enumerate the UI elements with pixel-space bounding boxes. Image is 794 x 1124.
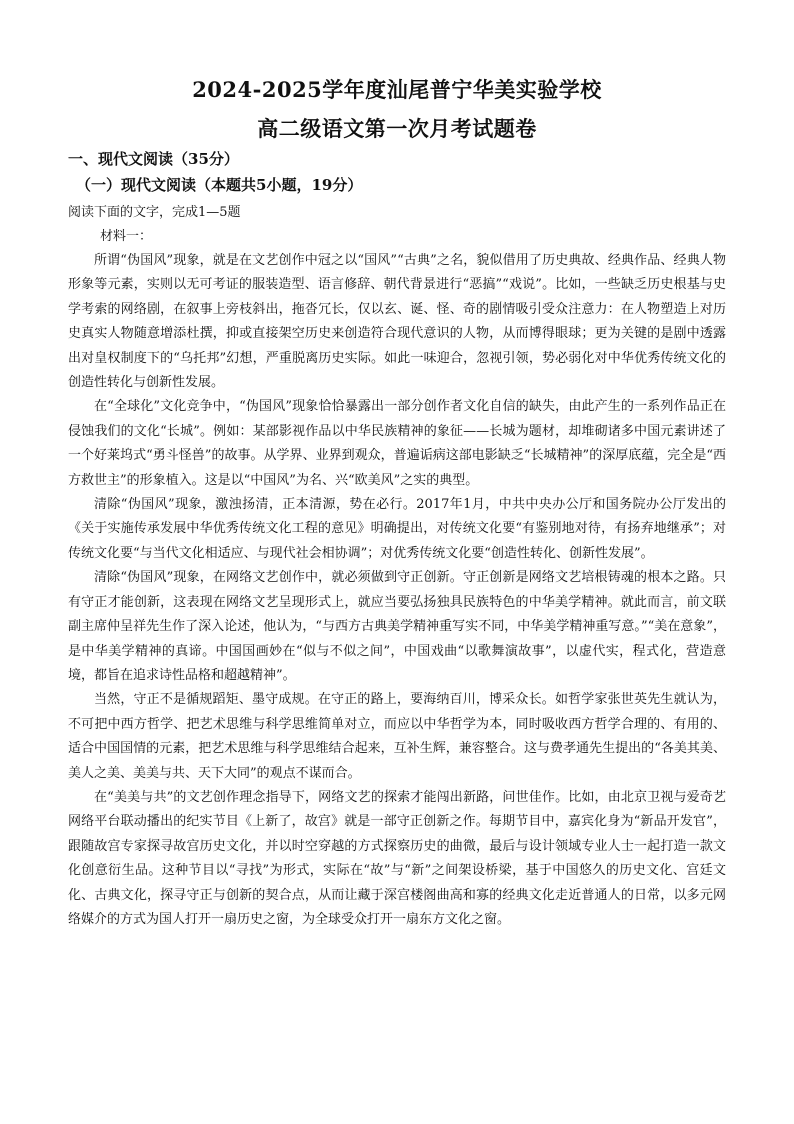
paragraph-5: 当然，守正不是循规蹈矩、墨守成规。在守正的路上，要海纳百川，博采众长。如哲学家张世英先生就认为，不可把中西方哲学、把艺术思维与科学思维简单对立，而应以中华哲学为本，同时吸收西方哲学合理的、有用的、适合中国国情的元素，把艺术思维与科学思维结合起来，互补生辉，兼容整合。这与费孝通先生提出的“各美其美、美人之美、美美与共、天下大同”的观点不谋而合。 <box>68 692 726 781</box>
material-label: 材料一： <box>100 229 153 244</box>
paragraph-2: 在“全球化”文化竞争中，“伪国风”现象恰恰暴露出一部分创作者文化自信的缺失，由此产生的一系列作品正在侵蚀我们的文化“长城”。例如：某部影视作品以中华民族精神的象征——长城为题材，却堆砌诸多中国元素讲述了一个好莱坞式“勇斗怪兽”的故事。从学界、业界到观众，普遍诟病这部电影缺乏“长城精神”的深厚底蕴，完全是“西方救世主”的形象植入。这是以“中国风”为名、兴“欧美风”之实的典型。 <box>68 399 726 488</box>
paragraph-4: 清除“伪国风”现象，在网络文艺创作中，就必须做到守正创新。守正创新是网络文艺培根铸魂的根本之路。只有守正才能创新，这表现在网络文艺呈现形式上，就应当要弘扬独具民族特色的中华美学精神。就此而言，前文联副主席仲呈祥先生作了深入论述，他认为，“与西方古典美学精神重写实不同，中华美学精神重写意。”“美在意象”，是中华美学精神的真谛。中国国画妙在“似与不似之间”，中国戏曲“以歌舞演故事”，以虚代实，程式化，营造意境，都旨在追求诗性品格和超越精神”。 <box>68 570 726 683</box>
exam-title-subject: 高二级语文第一次月考试题卷 <box>257 116 537 141</box>
exam-title-school: 2024-2025学年度汕尾普宁华美实验学校 <box>192 77 602 102</box>
paragraph-3: 清除“伪国风”现象，激浊扬清，正本清源，势在必行。2017年1月，中共中央办公厅和国务院办公厅发出的《关于实施传承发展中华优秀传统文化工程的意见》明确提出，对传统文化要“有鉴别地对待，有扬弃地继承”；对传统文化要“与当代文化相适应、与现代社会相协调”；对优秀传统文化要“创造性转化、创新性发展”。 <box>68 497 726 561</box>
paragraph-6: 在“美美与共”的文艺创作理念指导下，网络文艺的探索才能闯出新路，问世佳作。比如，由北京卫视与爱奇艺网络平台联动播出的纪实节目《上新了，故宫》就是一部守正创新之作。每期节目中，嘉宾化身为“新品开发官”，跟随故宫专家探寻故宫历史文化，并以时空穿越的方式探察历史的曲微，最后与设计领域专业人士一起打造一款文化创意衍生品。这种节目以“寻找”为形式，实际在“故”与“新”之间架设桥梁，基于中国悠久的历史文化、宫廷文化、古典文化，探寻守正与创新的契合点，从而让藏于深宫楼阁曲高和寡的经典文化走近普通人的日常，以多元网络媒介的方式为国人打开一扇历史之窗，为全球受众打开一扇东方文化之窗。 <box>68 789 726 927</box>
reading-passage <box>68 249 726 932</box>
paragraph-1: 所谓“伪国风”现象，就是在文艺创作中冠之以“国风”“古典”之名，貌似借用了历史典故、经典作品、经典人物形象等元素，实则以无可考证的服装造型、语言修辞、朝代背景进行“恶搞”“戏说”。比如，一些缺乏历史根基与史学考索的网络剧，在叙事上旁枝斜出，拖沓冗长，仅以玄、诞、怪、奇的剧情吸引受众注意力：在人物塑造上对历史真实人物随意增添杜撰，抑或直接架空历史来创造符合现代意识的人物，从而博得眼球；更为关键的是剧中透露出对皇权制度下的“乌托邦”幻想，严重脱离历史实际。如此一味迎合，忽视引领，势必弱化对中华优秀传统文化的创造性转化与创新性发展。 <box>68 253 726 391</box>
reading-instruction: 阅读下面的文字，完成1—5题 <box>68 205 241 220</box>
subsection-heading: （一）现代文阅读（本题共5小题，19分） <box>76 176 363 194</box>
section-heading: 一、现代文阅读（35分） <box>68 150 239 168</box>
